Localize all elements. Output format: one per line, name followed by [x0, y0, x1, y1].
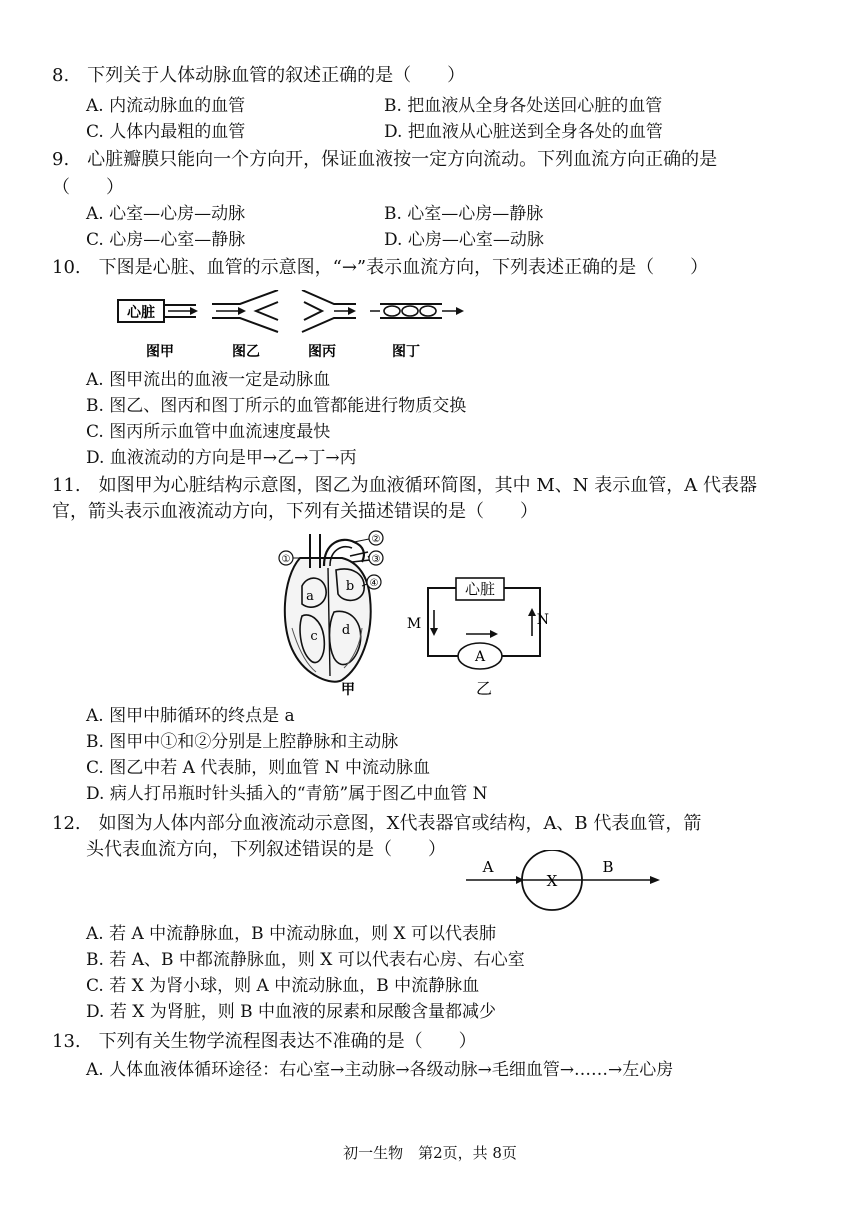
q11-chamber-a: a — [306, 589, 314, 604]
q8-option-a: A. 内流动脉血的血管 — [86, 96, 246, 116]
q12-vessel-b: B — [602, 858, 614, 876]
q12-option-d: D. 若 X 为肾脏，则 B 中血液的尿素和尿酸含量都减少 — [86, 1002, 497, 1022]
q11-marker-1: ① — [281, 554, 291, 565]
q10-label-ding: 图丁 — [392, 344, 420, 360]
q11-option-c: C. 图乙中若 A 代表肺，则血管 N 中流动脉血 — [86, 758, 430, 778]
q13-option-a: A. 人体血液体循环途径：右心室→主动脉→各级动脉→毛细血管→……→左心房 — [86, 1060, 674, 1080]
q9-stem-cont: （ ） — [52, 177, 124, 198]
q11-heart-diagram — [272, 528, 402, 700]
q11-fig-jia-label: 甲 — [341, 682, 355, 698]
q12-stem-cont: 头代表血流方向，下列叙述错误的是（ ） — [86, 839, 446, 860]
q12-option-b: B. 若 A、B 中都流静脉血，则 X 可以代表右心房、右心室 — [86, 950, 525, 970]
q11-yi-vessel-n: N — [536, 612, 549, 628]
q11-yi-heart-label: 心脏 — [464, 580, 496, 598]
q11-marker-4: ④ — [369, 578, 379, 589]
q9-option-a: A. 心室—心房—动脉 — [86, 204, 246, 224]
q12-stem: 12. 如图为人体内部分血液流动示意图，X代表器官或结构，A、B 代表血管，箭 — [52, 813, 702, 834]
q12-option-c: C. 若 X 为肾小球，则 A 中流动脉血，B 中流静脉血 — [86, 976, 480, 996]
q8-option-c: C. 人体内最粗的血管 — [86, 122, 246, 142]
q11-fig-yi-label: 乙 — [475, 679, 493, 698]
q9-option-c: C. 心房—心室—静脉 — [86, 230, 246, 250]
q11-option-a: A. 图甲中肺循环的终点是 a — [86, 706, 295, 726]
q11-chamber-b: b — [345, 579, 355, 594]
q11-option-d: D. 病人打吊瓶时针头插入的“青筋”属于图乙中血管 N — [86, 784, 488, 804]
q8-stem: 8. 下列关于人体动脉血管的叙述正确的是（ ） — [52, 65, 466, 86]
q10-option-c: C. 图丙所示血管中血流速度最快 — [86, 422, 331, 442]
q10-option-a: A. 图甲流出的血液一定是动脉血 — [86, 370, 331, 390]
q10-label-bing: 图丙 — [308, 344, 336, 360]
q9-option-d: D. 心房—心室—动脉 — [384, 230, 544, 250]
q10-option-d: D. 血液流动的方向是甲→乙→丁→丙 — [86, 448, 357, 468]
q10-label-yi: 图乙 — [232, 344, 260, 360]
q12-flow-diagram — [462, 850, 668, 918]
q10-heart-box-label: 心脏 — [127, 305, 155, 321]
page-footer: 初一生物 第2页，共 8页 — [343, 1144, 517, 1162]
q12-structure-x: X — [546, 872, 558, 890]
q11-chamber-c: c — [310, 629, 318, 644]
q11-circulation-diagram — [400, 570, 550, 700]
q10-fig-yi — [212, 290, 278, 332]
q10-fig-ding — [370, 304, 464, 318]
q10-label-jia: 图甲 — [146, 344, 174, 360]
q12-option-a: A. 若 A 中流静脉血，B 中流动脉血，则 X 可以代表肺 — [86, 924, 496, 944]
q11-option-b: B. 图甲中①和②分别是上腔静脉和主动脉 — [86, 732, 399, 752]
q8-option-d: D. 把血液从心脏送到全身各处的血管 — [384, 122, 663, 142]
q11-stem: 11. 如图甲为心脏结构示意图，图乙为血液循环简图，其中 M、N 表示血管，A 代表器 — [52, 475, 757, 496]
q10-stem: 10. 下图是心脏、血管的示意图，“→”表示血流方向，下列表述正确的是（ ） — [52, 257, 709, 278]
q10-option-b: B. 图乙、图丙和图丁所示的血管都能进行物质交换 — [86, 396, 467, 416]
q8-option-b: B. 把血液从全身各处送回心脏的血管 — [384, 96, 663, 116]
q11-yi-organ-a: A — [474, 649, 486, 665]
q11-chamber-d: d — [341, 623, 351, 638]
q11-stem-cont: 官，箭头表示血液流动方向，下列有关描述错误的是（ ） — [52, 501, 538, 522]
q9-option-b: B. 心室—心房—静脉 — [384, 204, 544, 224]
q10-fig-bing — [302, 290, 356, 332]
q10-vessel-diagram — [110, 290, 490, 365]
q9-stem: 9. 心脏瓣膜只能向一个方向开，保证血液按一定方向流动。下列血流方向正确的是 — [52, 149, 718, 170]
q11-marker-3: ③ — [371, 554, 381, 565]
q12-vessel-a: A — [482, 858, 494, 876]
q11-marker-2: ② — [371, 534, 381, 545]
q13-stem: 13. 下列有关生物学流程图表达不准确的是（ ） — [52, 1031, 477, 1052]
q11-yi-vessel-m: M — [406, 616, 422, 632]
q10-fig-jia — [118, 300, 198, 322]
